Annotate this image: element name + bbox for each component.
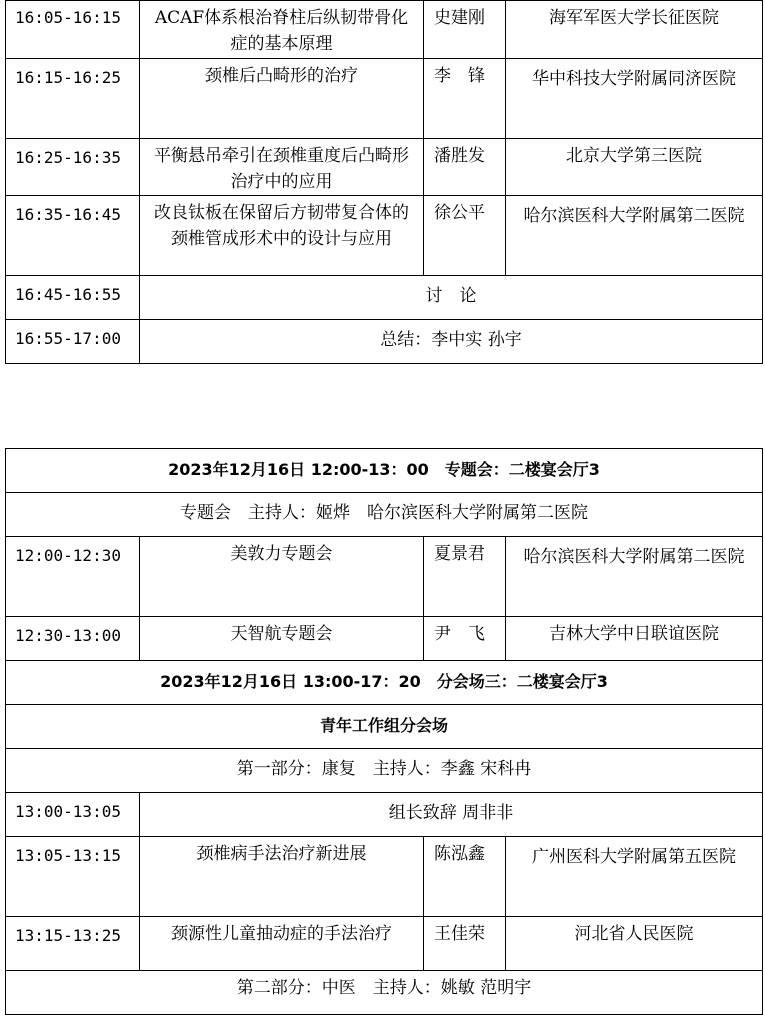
time-cell: 12:30-13:00 <box>6 617 140 661</box>
host-row <box>6 493 763 537</box>
discussion-row <box>6 276 763 320</box>
time-cell: 13:00-13:05 <box>6 793 140 837</box>
part-line: 第一部分：康复 主持人：李鑫 宋科冉 <box>6 749 763 793</box>
institution-cell: 海军军医大学长征医院 <box>506 1 763 59</box>
institution-cell: 广州医科大学附属第五医院 <box>506 837 763 917</box>
part-row <box>6 749 763 793</box>
topic-cell: 平衡悬吊牵引在颈椎重度后凸畸形治疗中的应用 <box>140 139 424 196</box>
speaker-cell: 王佳荣 <box>424 917 506 971</box>
time-cell: 16:55-17:00 <box>6 320 140 364</box>
table-row <box>6 59 763 139</box>
venue-header: 青年工作组分会场 <box>6 705 763 749</box>
topic-cell: 天智航专题会 <box>140 617 424 661</box>
part-row <box>6 971 763 1015</box>
topic-cell: 颈源性儿童抽动症的手法治疗 <box>140 917 424 971</box>
table-row <box>6 537 763 617</box>
venue-header-row <box>6 705 763 749</box>
summary-row <box>6 320 763 364</box>
institution-cell: 哈尔滨医科大学附属第二医院 <box>506 537 763 617</box>
schedule-table-2 <box>5 448 763 1015</box>
time-cell: 16:25-16:35 <box>6 139 140 196</box>
institution-cell: 北京大学第三医院 <box>506 139 763 196</box>
time-cell: 16:35-16:45 <box>6 196 140 276</box>
session-header: 2023年12月16日 13:00-17：20 分会场三：二楼宴会厅3 <box>6 661 763 705</box>
speaker-cell: 陈泓鑫 <box>424 837 506 917</box>
institution-cell: 哈尔滨医科大学附属第二医院 <box>506 196 763 276</box>
institution-cell: 河北省人民医院 <box>506 917 763 971</box>
session-header: 2023年12月16日 12:00-13：00 专题会：二楼宴会厅3 <box>6 449 763 493</box>
session-header-row <box>6 661 763 705</box>
time-cell: 16:15-16:25 <box>6 59 140 139</box>
schedule-table-1 <box>5 0 763 364</box>
speaker-cell: 徐公平 <box>424 196 506 276</box>
table-row <box>6 1 763 59</box>
time-cell: 13:15-13:25 <box>6 917 140 971</box>
host-line: 专题会 主持人：姬烨 哈尔滨医科大学附属第二医院 <box>6 493 763 537</box>
part-line: 第二部分：中医 主持人：姚敏 范明宇 <box>6 971 763 1015</box>
table-row <box>6 196 763 276</box>
table-row <box>6 917 763 971</box>
speaker-cell: 尹 飞 <box>424 617 506 661</box>
table-row <box>6 617 763 661</box>
topic-cell: 颈椎后凸畸形的治疗 <box>140 59 424 139</box>
topic-cell: 美敦力专题会 <box>140 537 424 617</box>
topic-cell: 颈椎病手法治疗新进展 <box>140 837 424 917</box>
opening-cell: 组长致辞 周非非 <box>140 793 763 837</box>
time-cell: 13:05-13:15 <box>6 837 140 917</box>
speaker-cell: 夏景君 <box>424 537 506 617</box>
session-header-row <box>6 449 763 493</box>
institution-cell: 吉林大学中日联谊医院 <box>506 617 763 661</box>
table-row <box>6 837 763 917</box>
table-row <box>6 139 763 196</box>
discussion-cell: 讨 论 <box>140 276 763 320</box>
institution-cell: 华中科技大学附属同济医院 <box>506 59 763 139</box>
topic-cell: ACAF体系根治脊柱后纵韧带骨化症的基本原理 <box>140 1 424 59</box>
speaker-cell: 史建刚 <box>424 1 506 59</box>
time-cell: 16:45-16:55 <box>6 276 140 320</box>
time-cell: 12:00-12:30 <box>6 537 140 617</box>
speaker-cell: 李 锋 <box>424 59 506 139</box>
opening-row <box>6 793 763 837</box>
summary-cell: 总结：李中实 孙宇 <box>140 320 763 364</box>
time-cell: 16:05-16:15 <box>6 1 140 59</box>
speaker-cell: 潘胜发 <box>424 139 506 196</box>
topic-cell: 改良钛板在保留后方韧带复合体的颈椎管成形术中的设计与应用 <box>140 196 424 276</box>
